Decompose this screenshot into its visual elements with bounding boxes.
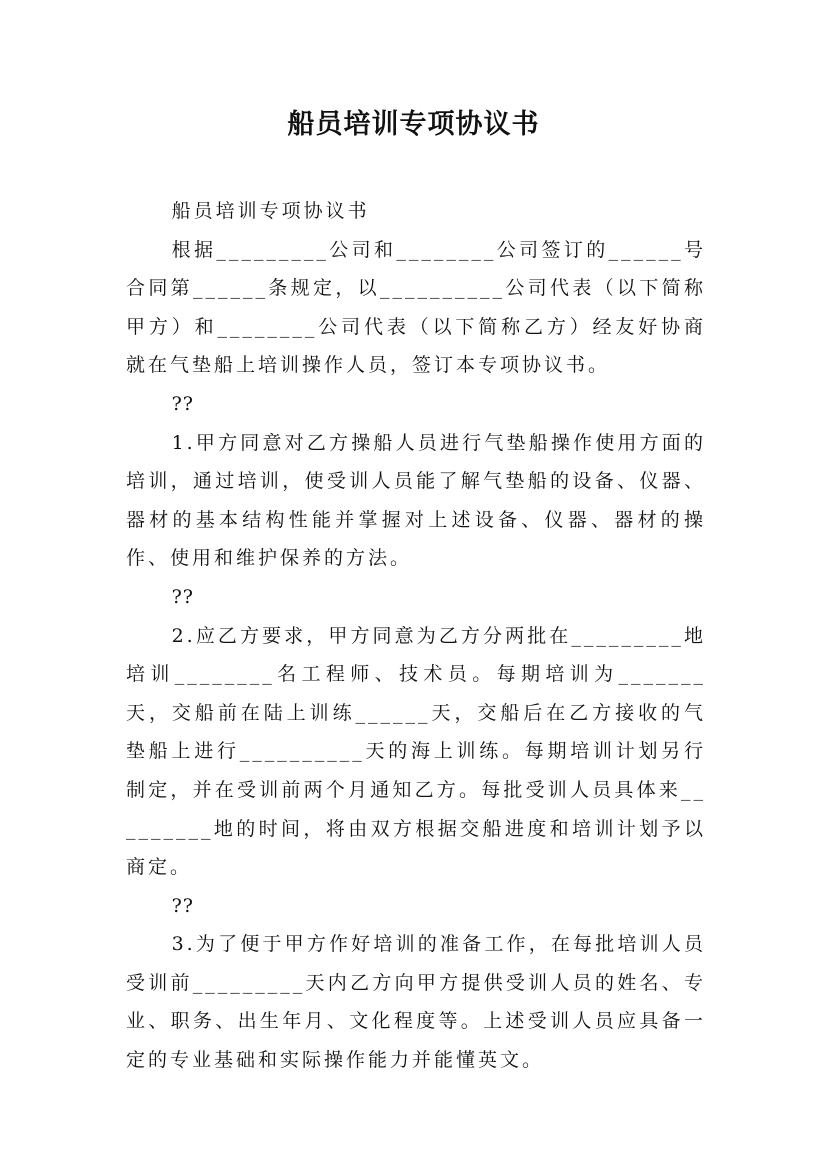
paragraph-subtitle: 船员培训专项协议书 (171, 200, 370, 222)
paragraph-intro: 根据_________公司和________公司签订的______号合同第______条规定，以__________公司代表（以下简称甲方）和________公司代表（以下简称乙方）经友好协商就在气垫船上培训操作人员，签订本专项协议书。 (126, 238, 706, 377)
document-body (126, 192, 706, 1080)
paragraph-placeholder: ?? (171, 585, 194, 608)
paragraph-placeholder: ?? (171, 392, 194, 415)
page-title: 船员培训专项协议书 (287, 109, 540, 140)
paragraph-placeholder: ?? (171, 894, 194, 917)
paragraph-clause-3: 3.为了便于甲方作好培训的准备工作，在每批培训人员受训前_________天内乙方向甲方提供受训人员的姓名、专业、职务、出生年月、文化程度等。上述受训人员应具备一定的专业基础和实际操作能力并能懂英文。 (126, 933, 706, 1072)
paragraph-clause-2: 2.应乙方要求，甲方同意为乙方分两批在_________地培训________名工程师、技术员。每期培训为_______天，交船前在陆上训练______天，交船后在乙方接收的气垫船上进行__________天的海上训练。每期培训计划另行制定，并在受训前两个月通知乙方。每批受训人员具体来_________地的时间，将由双方根据交船进度和培训计划予以商定。 (126, 624, 706, 879)
paragraph-clause-1: 1.甲方同意对乙方操船人员进行气垫船操作使用方面的培训，通过培训，使受训人员能了解气垫船的设备、仪器、器材的基本结构性能并掌握对上述设备、仪器、器材的操作、使用和维护保养的方法。 (126, 431, 706, 570)
